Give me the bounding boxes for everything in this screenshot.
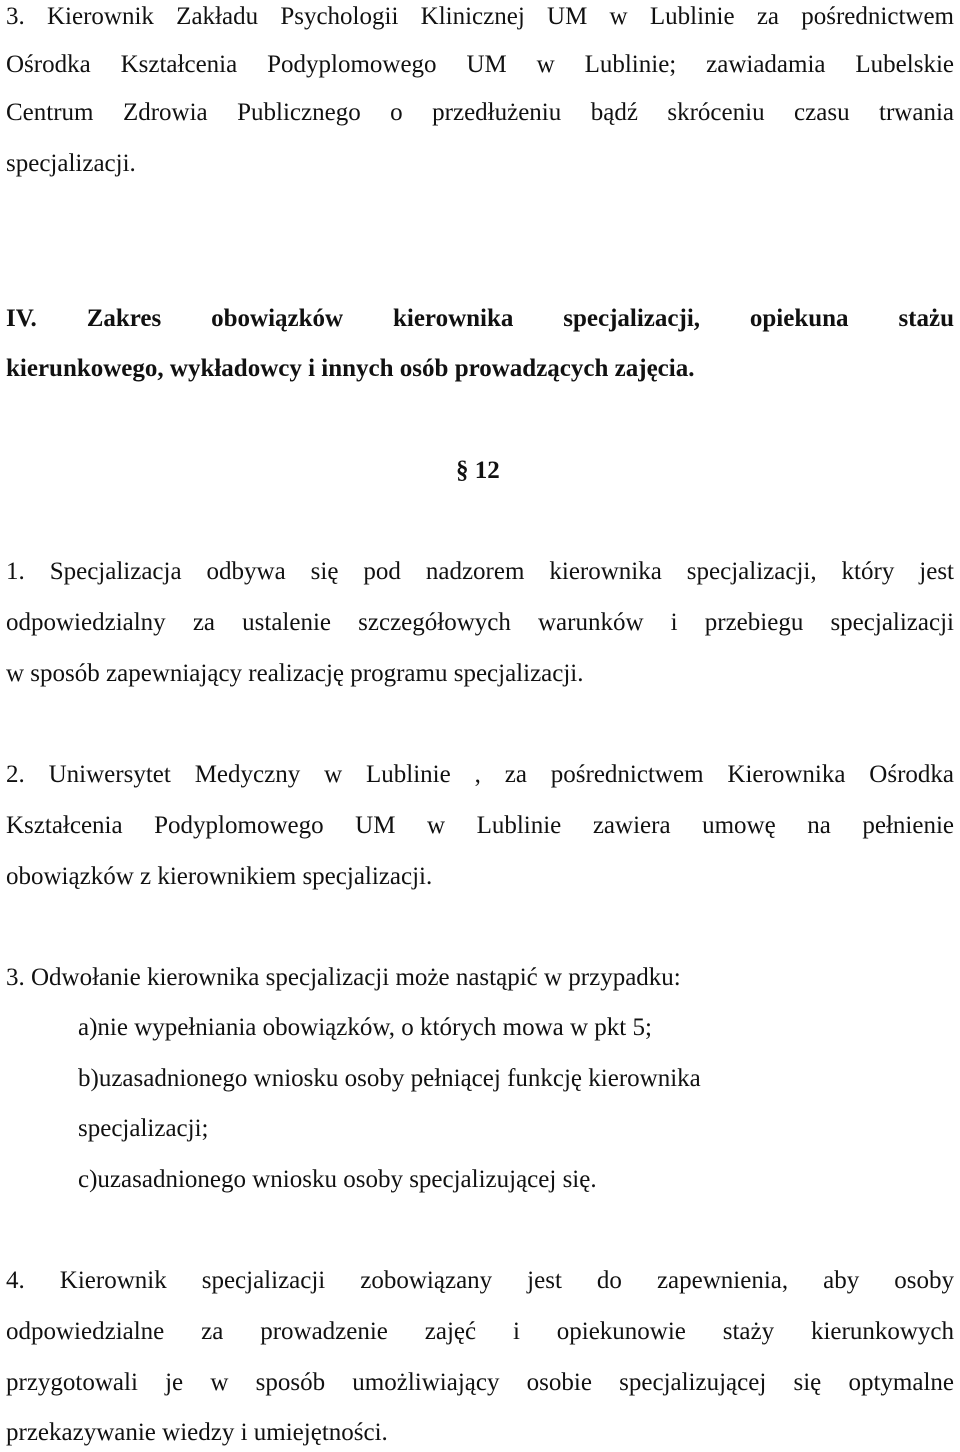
text-line: specjalizacji. bbox=[6, 150, 136, 177]
sub-item: b)uzasadnionego wniosku osoby pełniącej funkcję kierownika bbox=[78, 1065, 701, 1092]
text-line: obowiązków z kierownikiem specjalizacji. bbox=[6, 863, 433, 890]
section-heading-line: kierunkowego, wykładowcy i innych osób prowadzących zajęcia. bbox=[6, 355, 695, 382]
text-line: przekazywanie wiedzy i umiejętności. bbox=[6, 1419, 388, 1446]
text-line: 3. Odwołanie kierownika specjalizacji może nastąpić w przypadku: bbox=[6, 964, 681, 991]
text-line: Ośrodka Kształcenia Podyplomowego UM w Lublinie; zawiadamia Lubelskie bbox=[6, 51, 954, 78]
sub-item: specjalizacji; bbox=[78, 1115, 209, 1142]
text-line: Centrum Zdrowia Publicznego o przedłużeniu bądź skróceniu czasu trwania bbox=[6, 99, 954, 126]
text-line: przygotowali je w sposób umożliwiający osobie specjalizującej się optymalne bbox=[6, 1369, 954, 1396]
section-heading-line: IV. Zakres obowiązków kierownika specjalizacji, opiekuna stażu bbox=[6, 305, 954, 332]
text-line: w sposób zapewniający realizację programu specjalizacji. bbox=[6, 660, 584, 687]
sub-item: c)uzasadnionego wniosku osoby specjalizującej się. bbox=[78, 1166, 597, 1193]
text-line: Kształcenia Podyplomowego UM w Lublinie zawiera umowę na pełnienie bbox=[6, 812, 954, 839]
text-line: odpowiedzialny za ustalenie szczegółowych warunków i przebiegu specjalizacji bbox=[6, 609, 954, 636]
sub-item: a)nie wypełniania obowiązków, o których mowa w pkt 5; bbox=[78, 1014, 652, 1041]
text-line: 3. Kierownik Zakładu Psychologii Klinicznej UM w Lublinie za pośrednictwem bbox=[6, 3, 954, 30]
text-line: odpowiedzialne za prowadzenie zajęć i opiekunowie staży kierunkowych bbox=[6, 1318, 954, 1345]
text-line: 4. Kierownik specjalizacji zobowiązany jest do zapewnienia, aby osoby bbox=[6, 1267, 954, 1294]
paragraph-number: § 12 bbox=[456, 457, 500, 484]
text-line: 1. Specjalizacja odbywa się pod nadzorem kierownika specjalizacji, który jest bbox=[6, 558, 954, 585]
text-line: 2. Uniwersytet Medyczny w Lublinie , za pośrednictwem Kierownika Ośrodka bbox=[6, 761, 954, 788]
